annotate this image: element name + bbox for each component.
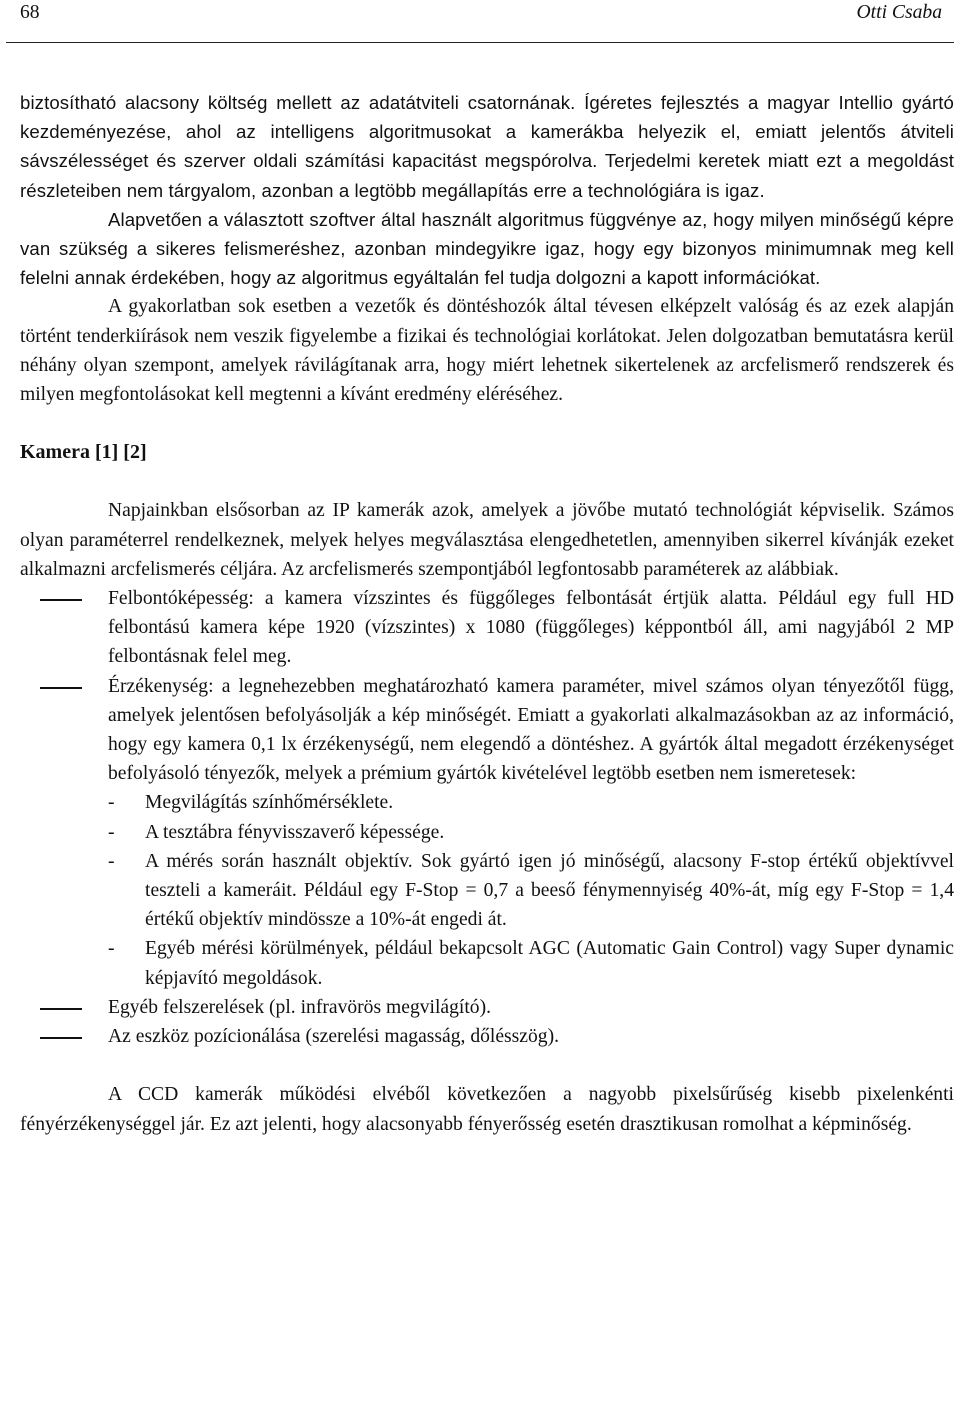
spacer <box>20 1051 954 1080</box>
list-item <box>20 584 954 672</box>
list-item-text: Az eszköz pozícionálása (szerelési magasság, dőlésszög). <box>108 1026 560 1048</box>
section-heading: Kamera [1] [2] <box>20 441 147 464</box>
list-item <box>20 672 954 993</box>
list-item <box>20 1022 954 1051</box>
sub-list-item: - A mérés során használt objektív. Sok gyártó igen jó minőségű, alacsony F-stop értékű objektívvel teszteli a kameráit. Például egy F-Stop = 0,7 a beeső fénymennyiség 40%-át, míg egy F-Stop = 1,4 értékű objektív mindössze a 10%-át engedi át. <box>108 847 954 935</box>
intro-paragraph-3: A gyakorlatban sok esetben a vezetők és döntéshozók által tévesen elképzelt valóság és az ezek alapján történt tenderkiírások nem veszik figyelembe a fizikai és technológiai korlátokat. Jelen dolgozatban bemutatásra kerül néhány olyan szempont, amelyek rávilágítanak arra, hogy miért lehetnek sikertelenek az arcfelismerő rendszerek és milyen megfontolásokat kell megtenni a kívánt eredmény eléréséhez. <box>20 296 954 406</box>
sub-list <box>108 788 954 992</box>
list-item <box>20 993 954 1022</box>
page-header <box>0 0 960 44</box>
section-paragraph-1: Napjainkban elsősorban az IP kamerák azok, amelyek a jövőbe mutató technológiát képviselik. Számos olyan paraméterrel rendelkeznek, melyek helyes megválasztása elengedhetetlen, amennyiben sikerrel kívánják ezeket alkalmazni arcfelismerés céljára. Az arcfelismerés szempontjából legfontosabb paraméterek az alábbiak. <box>20 500 954 580</box>
header-rule <box>6 42 954 43</box>
sub-list-item: - Egyéb mérési körülmények, például bekapcsolt AGC (Automatic Gain Control) vagy Super dynamic képjavító megoldások. <box>108 934 954 992</box>
list-item-text: Egyéb felszerelések (pl. infravörös megvilágító). <box>108 996 492 1018</box>
sub-list-item: - A tesztábra fényvisszaverő képessége. <box>108 818 954 847</box>
parameter-list <box>20 584 954 1051</box>
sub-list-item: - Megvilágítás színhőmérséklete. <box>108 788 954 817</box>
running-head-author: Otti Csaba <box>856 2 942 23</box>
list-item-text: Érzékenység: a legnehezebben meghatározható kamera paraméter, mivel számos olyan tényezőtől függ, amelyek jelentősen befolyásolják a kép minőségét. Emiatt a gyakorlati alkalmazásokban az az információ, hogy egy kamera 0,1 lx érzékenységű, nem elegendő a döntéshez. A gyártók által megadott érzékenységet befolyásoló tényezők, melyek a prémium gyártók kivételével legtöbb esetben nem ismeretesek: <box>108 675 954 785</box>
intro-paragraph-1: biztosítható alacsony költség mellett az adatátviteli csatornának. Ígéretes fejlesztés a magyar Intellio gyártó kezdeményezése, ahol az intelligens algoritmusokat a kamerákba helyezik el, emiatt jelentős átviteli sávszélességet és szerver oldali számítási kapacitást megspórolva. Terjedelmi keretek miatt ezt a megoldást részleteiben nem tárgyalom, azonban a legtöbb megállapítás erre a technológiára is igaz. <box>20 92 954 201</box>
section-paragraph-2: A CCD kamerák működési elvéből következően a nagyobb pixelsűrűség kisebb pixelenkénti fényérzékenységgel jár. Ez azt jelenti, hogy alacsonyabb fényerősség esetén drasztikusan romolhat a képminőség. <box>20 1084 954 1135</box>
page-body <box>20 88 954 1139</box>
intro-paragraph-2: Alapvetően a választott szoftver által használt algoritmus függvénye az, hogy milyen minőségű képre van szükség a sikeres felismeréshez, azonban mindegyikre igaz, hogy egy bizonyos minimumnak meg kell felelni annak érdekében, hogy az algoritmus egyáltalán fel tudja dolgozni a kapott információkat. <box>20 208 954 289</box>
page-number: 68 <box>20 2 40 23</box>
list-item-text: Felbontóképesség: a kamera vízszintes és függőleges felbontását értjük alatta. Például egy full HD felbontású kamera képe 1920 (vízszintes) x 1080 (függőleges) képpontból áll, ami nagyjából 2 MP felbontásnak felel meg. <box>108 588 954 668</box>
